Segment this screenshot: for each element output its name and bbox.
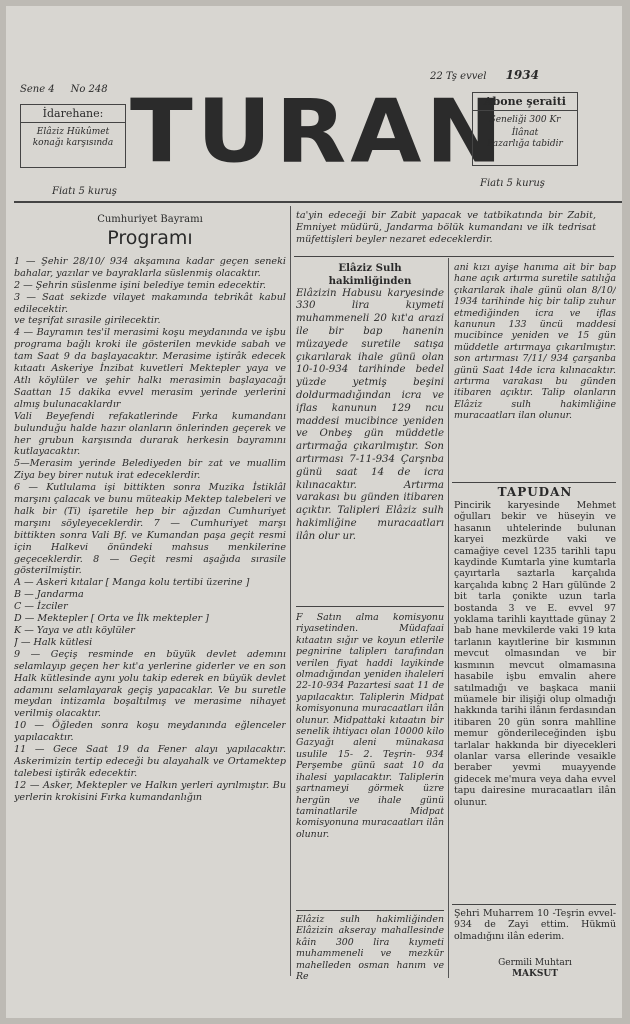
price-left: Fiatı 5 kuruş [52, 186, 117, 197]
article-paragraph: 2 — Şehrin süslenme işini belediye temin edecektir. [14, 279, 266, 291]
bottom-notice [296, 914, 444, 984]
article-paragraph: 5—Merasim yerinde Belediyeden bir zat ve muallim Ziya bey birer nutuk irat edeceklerdir. [14, 458, 286, 482]
article-paragraph: ve teşrifat sırasile girilecektir. [14, 315, 161, 327]
list-item: A — Askeri kıtalar [ Manga kolu tertibi üzerine ] [14, 577, 250, 589]
subscription-ads-2: Pazarlığa tabidir [487, 139, 563, 149]
list-item: C — İzciler [14, 601, 68, 613]
section-rule [296, 910, 444, 911]
subscription-yearly: Seneliği 300 Kr [489, 115, 561, 125]
article-paragraph: Elâziz sulh hakimliğinden Elâzizin akseray mahallesinde kâin 300 lira kıymeti muhammeneli ve mezkür mahelleden osman hanım ve Re [296, 914, 444, 983]
land-registry-notice [454, 484, 616, 904]
price-right: Fiatı 5 kuruş [480, 178, 545, 189]
list-item: J — Halk kütlesi [14, 636, 93, 648]
article-paragraph: Pincirik karyesinde Mehmet oğulları bekir ve hüseyin ve hasanın uhtelerinde bulunan karyei mezkürde vaki ve camağiye cevel 1235 tarihli tapu kaydinde Kumtarla yine kumtarla çayırtarla saztarla karçalıda karçalıda kıbnç 2 Harı gülünde 2 bit tarla çonikte uzun tarla bostanda 3 ve E. evvel 97 yoklama tarihli kayıttade günay 2 bab hane mevkilerde vaki 19 kıta tarlanın kayıtlerine bir kısmının mevcut olmasından ve bir kısmının mevcut olmamasına hasabile işbu emvalin ahere satılmadığı ve başkaca manii müamele bir ilişiği olup olmadığı hakkında tarihi ilânın ferdasından itibaren 20 gün sonra mahlline memur gönderileceğinden işbu tarlalar hakkında bir diyecekleri olanlar varsa ellerinde vesaikle beraber yevmi muayyende gidecek me'mura veya daha evvel tapu dairesine muracaatları ilân olunur. [454, 500, 616, 808]
article-paragraph: 3 — Saat sekizde vilayet makamında tebrikât kabul edilecektir. [14, 291, 286, 315]
signature-name: MAKSUT [512, 969, 558, 979]
article-paragraph: 1 — Şehir 28/10/ 934 akşamına kadar geçen seneki bahalar, yazılar ve bayraklarla süslenmiş olacaktır. [14, 255, 286, 279]
signature [454, 958, 616, 980]
column-divider [290, 206, 291, 976]
section-rule [296, 606, 444, 607]
subscription-box [472, 92, 578, 166]
article-paragraph: ani kızı ayişe hanıma ait bir bap hane açık artırma suretile satılığa çıkarılarak ihale günü olan 8/10/ 1934 tarihinde hiç bir talip zuhur etmediğinden icra ve iflas kanunun 133 üncü maddesi mucibince yeniden ve 15 gün müddetle artırmaya çıkarılmıştır. son artırması 7/11/ 934 çarşanba günü Saat 14de icra kılınacaktır. artırma varakası bu günden itibaren açıktır. Talip olanların Elâziz sulh hakimliğine muracaatları ilan olunur. [454, 262, 616, 422]
newspaper-page [6, 6, 622, 1018]
section-rule [452, 904, 616, 905]
court-heading: Elâziz Sulh hakimliğinden [328, 262, 412, 287]
year-number: 1934 [505, 68, 539, 82]
article-paragraph: 9 — Geçiş resminde en büyük devlet ademını selamlayıp geçen her kıt'a yerlerine giderler ve en son Halk kütlesinde aynı yolu takip ederek en büyük devlet adamını selamlayarak geçiş yapacaklar. Ve bu suretle meydan intizamla boşaltılmış ve merasime nihayet verilmiş olacaktır. [14, 648, 286, 720]
subscription-heading: Abone şeraiti [473, 93, 577, 111]
column-divider [448, 258, 449, 978]
article-paragraph: 12 — Asker, Mektepler ve Halkın yerleri ayrılmıştır. Bu yerlerin krokisini Fırka kumandanlığın [14, 779, 286, 803]
land-registry-heading: TAPUDAN [497, 485, 573, 499]
date-text: 22 Tş evvel [430, 71, 487, 82]
article-paragraph: 11 — Gece Saat 19 da Fener alayı yapılacaktır. Askerimizin tertip edeceği bu alayahalk ve Ortamektep talebesi iştirâk edecektir. [14, 744, 286, 779]
signature-title: Germili Muhtarı [498, 958, 572, 968]
list-item: D — Mektepler [ Orta ve İlk mektepler ] [14, 613, 209, 625]
continued-article [296, 210, 596, 252]
article-paragraph: F Satın alma komisyonu riyasetinden. Müdafaai kıtaatın sığır ve koyun etlerile pegnirine taliplerı tarafından verilen fiyat haddi layikinde olmadığından yeniden ihaleleri 22-10-934 Pazartesi saat 11 de yapılacaktır. Taliplerin Midpat komisyonuna muracaatları ilân olunur. Midpattaki kıtaatın bir senelik ihtiyacı olan 10000 kilo Gazyağı aleni münakasa usulile 15- 2. Teşrin- 934 Perşembe günü saat 10 da ihalesi yapılacaktır. Taliplerin şartnameyi görmek üzre hergün ve ihale günü taminatlarile Midpat komisyonuna muracaatları ilân olunur. [296, 612, 444, 840]
continued-text: ta'yin edeceği bir Zabit yapacak ve tatbikatında bir Zabit, Emniyet müdürü, Jandarma bölük kumandanı ve ilk tedrisat müfettişleri beyler nezaret edeceklerdir. [296, 210, 596, 245]
administration-box [20, 104, 126, 168]
date-note [454, 908, 616, 956]
commission-notice [296, 612, 444, 906]
column-right-top [454, 262, 616, 480]
article-paragraph: Vali Beyefendi refakatlerinde Fırka kumandanı bulunduğu halde hazır olanların önlerinden geçerek ve her grubun karşısında durarak herkesin bayramını kutlayacaktır. [14, 410, 286, 458]
administration-heading: İdarehane: [21, 105, 125, 123]
article-paragraph: 4 — Bayramın tes'il merasimi koşu meydanında ve işbu programa bağlı kroki ile gösterilen mevkide sabah ve tam Saat 9 da başlayacaktır. Merasime iştirâk edecek kıtaatı Askeriye İnzibat kuvetleri Mektepler yaya ve Atlı köylüler ve şehir halkı merasimin başlayacağı Saattan 15 dakika evvel merasim yerinde yerlerini almış bulunacaklardır [14, 327, 286, 410]
article-paragraph: Elâzizin Habusu karyesinde 330 lira kıymeti muhammeneli 20 kıt'a arazi ile bir bap hanenin müzayede suretile satışa çıkarılarak ihale günü olan 10-10-934 tarihinde bedel yüzde yetmiş beşini doldurmadığından icra ve iflas kanunun 129 ncu maddesi mucibince yeniden ve Onbeş gün müddetle artırmağa çıkarılmıştır. Son artırması 7-11-934 Çarşnba günü saat 14 de icra kılınacaktır. Artırma varakası bu günden itibaren açıktır. Talipleri Elâziz sulh hakimliğine muracaatları ilân olur ur. [296, 287, 444, 542]
masthead-rule [14, 201, 622, 203]
column-left [14, 210, 286, 970]
newspaper-title: TURAN [130, 80, 507, 183]
column-middle [296, 262, 444, 602]
issue-number: No 248 [70, 84, 108, 95]
program-kicker: Cumhuriyet Bayramı [97, 214, 203, 225]
year-label: Sene 4 [20, 84, 55, 95]
issue-info [20, 84, 108, 95]
subscription-ads: İlânat [511, 128, 539, 138]
article-paragraph: 10 — Öğleden sonra koşu meydanında eğlenceler yapılacaktır. [14, 720, 286, 744]
administration-address-1: Elâziz Hükûmet [36, 127, 110, 137]
banner-rule [294, 256, 614, 257]
administration-address-2: konağı karşısında [32, 138, 114, 148]
list-item: K — Yaya ve atlı köylüler [14, 625, 135, 636]
program-heading: Programı [107, 226, 193, 249]
article-paragraph: 6 — Kutlulama işi bittikten sonra Muzika İstiklâl marşını çalacak ve bunu müteakip Mektep talebeleri ve halk bir (Ti) işaretile hep bir ağızdan Cumhuriyet marşını söyleyeceklerdir. 7 — Cumhuriyet marşı bittikten sonra Vali Bf. ve Kumandan paşa geçit resmi için Halkevi önündeki mahsus menkilerine geçeceklerdir. 8 — Geçit resmi aşağıda sırasile gösterilmiştir. [14, 482, 286, 577]
section-rule [452, 482, 616, 483]
article-paragraph: Şehri Muharrem 10 -Teşrin evvel- 934 de Zayi ettim. Hükmü olmadığını ilân ederim. [454, 908, 616, 942]
list-item: B — Jandarma [14, 589, 84, 601]
